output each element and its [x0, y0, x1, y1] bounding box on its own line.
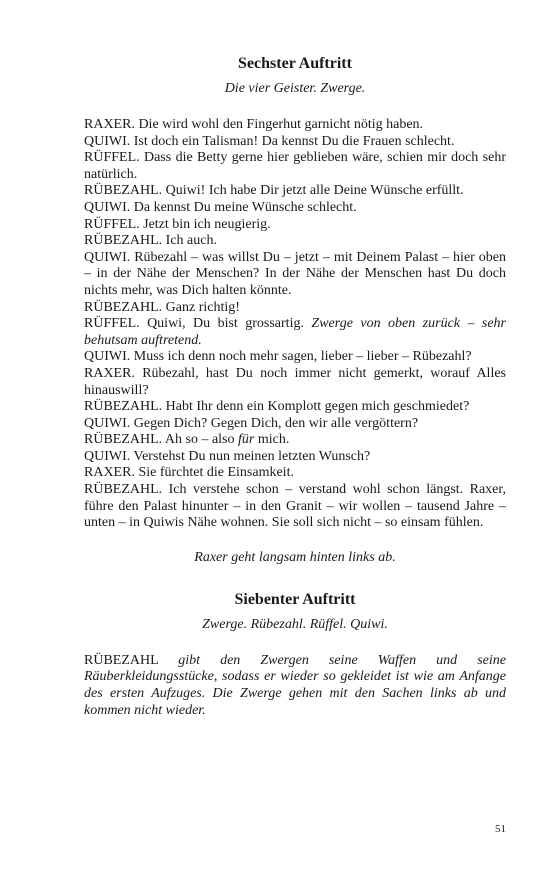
dialogue-line	[84, 233, 506, 250]
scene-seven-subtitle: Zwerge. Rübezahl. Rüffel. Quiwi.	[202, 616, 388, 632]
dialogue-line	[84, 134, 506, 151]
dialogue-line	[84, 399, 506, 416]
dialogue-text: RÜFFEL. Dass die Betty gerne hier geblieben wäre, schien mir doch sehr natürlich.	[84, 150, 506, 182]
speaker-name: RÜBEZAHL	[84, 652, 179, 668]
dialogue-text: QUIWI. Rübezahl – was willst Du – jetzt – mit Deinem Palast – hier oben – in der Nähe der Menschen? In der Nähe der Menschen hast Du doch nichts mehr, was Dich halten könnte.	[84, 249, 506, 298]
dialogue-block	[84, 117, 506, 532]
dialogue-text: RAXER. Rübezahl, hast Du noch immer nicht gemerkt, worauf Alles hinauswill?	[84, 365, 506, 398]
stage-direction-inline: Zwerge von oben zurück – sehr behutsam auftretend.	[84, 316, 506, 348]
dialogue-line	[84, 449, 506, 466]
dialogue-text: RAXER. Die wird wohl den Fingerhut garnicht nötig haben.	[84, 117, 424, 132]
dialogue-text: RÜBEZAHL. Ganz richtig!	[84, 299, 240, 315]
dialogue-line	[84, 316, 506, 349]
dialogue-line	[84, 217, 506, 234]
dialogue-line	[84, 117, 506, 134]
dialogue-line	[84, 200, 506, 217]
dialogue-line	[84, 416, 506, 433]
page-content	[84, 54, 506, 733]
scene-six-title: Sechster Auftritt	[238, 55, 352, 72]
page-number: 51	[495, 823, 506, 835]
final-stage-paragraph	[84, 653, 506, 719]
dialogue-text: QUIWI. Ist doch ein Talisman! Da kennst Du die Frauen schlecht.	[84, 133, 455, 149]
dialogue-line	[84, 183, 506, 200]
stage-direction: Raxer geht langsam hinten links ab.	[194, 549, 396, 565]
dialogue-text: QUIWI. Verstehst Du nun meinen letzten Wunsch?	[84, 448, 371, 464]
dialogue-line	[84, 349, 506, 366]
dialogue-text: mich.	[254, 432, 290, 448]
dialogue-line	[84, 432, 506, 449]
dialogue-line	[84, 465, 506, 482]
stage-direction-text: gibt den Zwergen seine Waffen und seine Räuberkleidungsstücke, sodass er wieder so gekleidet ist wie am Anfange des ersten Aufzuges. Die Zwerge gehen mit den Sachen links ab und kommen nicht wieder.	[84, 652, 506, 718]
dialogue-text: RÜFFEL. Quiwi, Du bist grossartig.	[84, 316, 312, 332]
dialogue-line	[84, 250, 506, 300]
dialogue-line	[84, 482, 506, 532]
dialogue-line	[84, 150, 506, 183]
emphasis-word: für	[238, 432, 255, 448]
scene-seven-title: Siebenter Auftritt	[234, 590, 356, 608]
dialogue-line	[84, 366, 506, 399]
dialogue-text: RÜBEZAHL. Habt Ihr denn ein Komplott gegen mich geschmiedet?	[84, 399, 470, 415]
dialogue-text: RÜFFEL. Jetzt bin ich neugierig.	[84, 216, 271, 232]
dialogue-text: RÜBEZAHL. Ah so – also	[84, 432, 238, 448]
dialogue-text: RAXER. Sie fürchtet die Einsamkeit.	[84, 465, 294, 481]
dialogue-text: QUIWI. Da kennst Du meine Wünsche schlecht.	[84, 199, 357, 215]
dialogue-text: QUIWI. Gegen Dich? Gegen Dich, den wir alle vergöttern?	[84, 415, 419, 431]
dialogue-text: QUIWI. Muss ich denn noch mehr sagen, lieber – lieber – Rübezahl?	[84, 349, 472, 365]
dialogue-text: RÜBEZAHL. Ich verstehe schon – verstand wohl schon längst. Raxer, führe den Palast hinunter – in den Granit – wir wollen – tausend Jahre – unten – in Quiwis Nähe wohnen. Sie soll sich nicht – so einsam fühlen.	[84, 482, 506, 531]
scene-six-subtitle: Die vier Geister. Zwerge.	[224, 81, 366, 96]
dialogue-text: RÜBEZAHL. Quiwi! Ich habe Dir jetzt alle Deine Wünsche erfüllt.	[84, 183, 464, 199]
dialogue-line	[84, 300, 506, 317]
dialogue-text: RÜBEZAHL. Ich auch.	[84, 233, 217, 249]
